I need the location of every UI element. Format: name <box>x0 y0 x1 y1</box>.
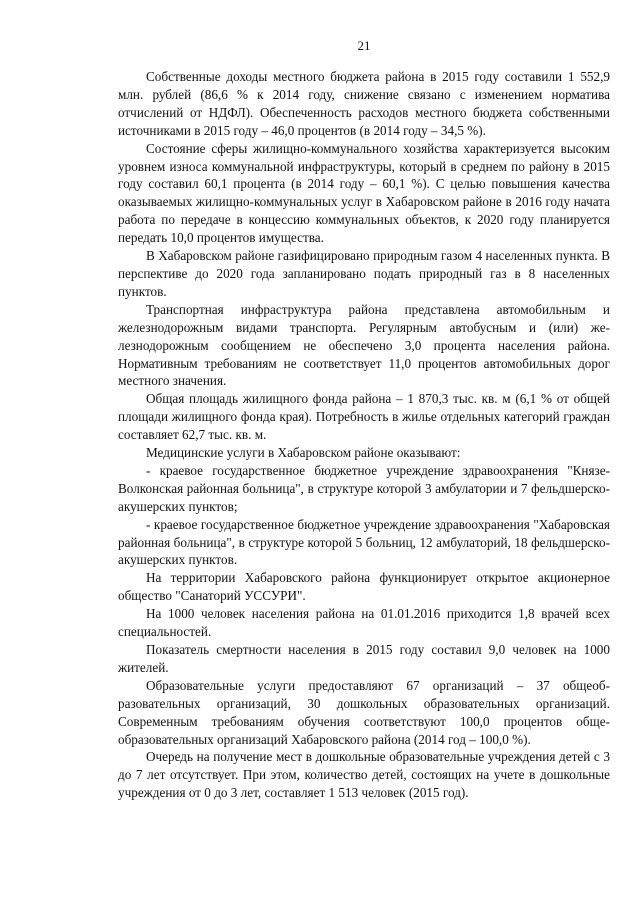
paragraph-housing-stock: Общая площадь жилищного фонда района – 1 870,3 тыс. кв. м (6,1 % от общей площади жилищного фонда края). Потребность в жилье отдельных категорий граждан составляет 62,7 тыс. кв. м. <box>118 391 610 443</box>
paragraph-budget: Собственные доходы местного бюджета района в 2015 году составили 1 552,9 млн. рублей (86,6 % к 2014 году, снижение связано с изменением норматива отчислений от НДФЛ). Обеспеченность расходов местного бюджета собственными источниками в 2015 году – 46,0 процентов (в 2014 году – 34,5 %). <box>118 69 610 138</box>
paragraph-housing-utilities: Состояние сферы жилищно-коммунального хозяйства характеризуется высоким уровнем износа коммунальной инфраструктуры, который в среднем по району в 2015 году составил 60,1 процента (в 2014 году – 60,1 %). С целью повышения качества оказываемых жилищно-коммунальных услуг в Хабаровском районе в 2016 году начата работа по передаче в концессию коммунальных объектов, к 2020 году планируется передать 10,0 процентов имущества. <box>118 140 610 246</box>
document-page <box>118 0 610 802</box>
paragraph-mortality: Показатель смертности населения в 2015 году составил 9,0 человек на 1000 жителей. <box>118 642 610 675</box>
paragraph-sanatorium: На территории Хабаровского района функционирует открытое акционерное общество "Санаторий УССУРИ". <box>118 570 610 604</box>
paragraph-medical-item-2: - краевое государственное бюджетное учреждение здравоохранения "Хабаровская районная больница", в структуре которой 5 больниц, 12 амбулаторий, 18 фельдшерско-акушерских пунктов. <box>118 516 610 568</box>
paragraph-transport: Транспортная инфраструктура района представлена автомобильным и железнодорожным видами транспорта. Регулярным автобусным и (или) железнодорожным сообщением не обеспечено 3,0 процента населения района. Нормативным требованиям не соответствует 11,0 процентов автомобильных дорог местного значения. <box>118 301 610 389</box>
paragraph-medical-intro: Медицинские услуги в Хабаровском районе оказывают: <box>146 445 461 461</box>
paragraph-doctors: На 1000 человек населения района на 01.01.2016 приходится 1,8 врачей всех специальностей. <box>118 606 610 640</box>
paragraph-gasification: В Хабаровском районе газифицировано природным газом 4 населенных пункта. В перспективе до 2020 года запланировано подать природный газ в 8 населенных пунктов. <box>118 248 610 299</box>
paragraph-preschool-queue: Очередь на получение мест в дошкольные образовательные учреждения детей с 3 до 7 лет отсутствует. При этом, количество детей, состоящих на учете в дошкольные учреждения от 0 до 3 лет, составляет 1 513 человек (2015 год). <box>118 749 610 801</box>
page-number: 21 <box>357 38 371 53</box>
paragraph-education: Образовательные услуги предоставляют 67 организаций – 37 общеобразовательных организаций, 30 дошкольных образовательных организаций. Современным требованиям обучения соответствуют 100,0 процентов общеобразовательных организаций Хабаровского района (2014 год – 100,0 %). <box>118 677 610 747</box>
paragraph-medical-item-1: - краевое государственное бюджетное учреждение здравоохранения "Князе-Волконская районная больница", в структуре которой 3 амбулатории и 7 фельдшерско-акушерских пунктов; <box>118 462 610 514</box>
